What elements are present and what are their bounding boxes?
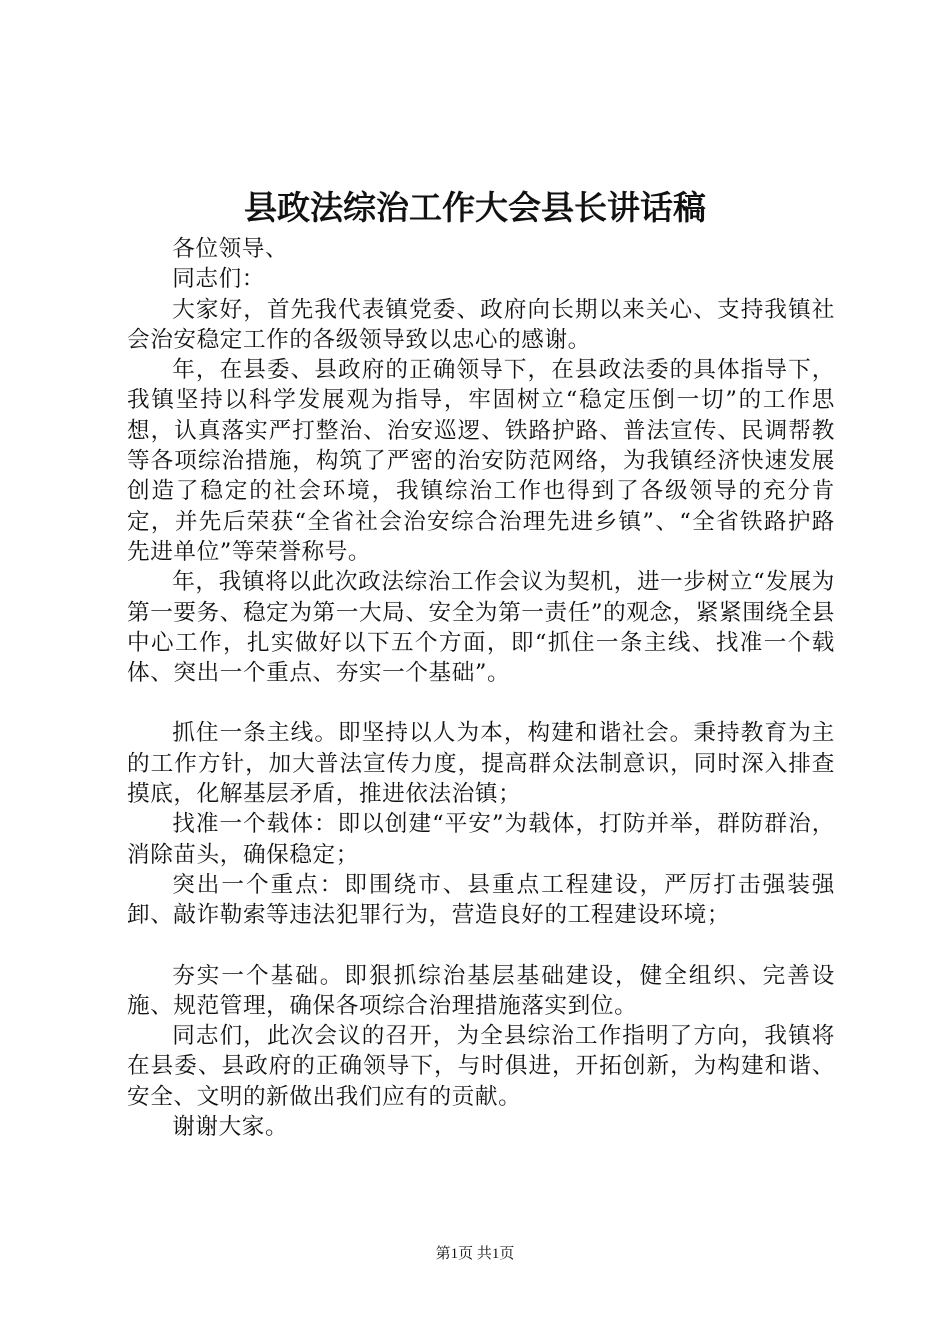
page-footer: 第1页 共1页 [435, 1246, 515, 1262]
paragraph-key-point: 突出一个重点：即围绕市、县重点工程建设，严厉打击强装强卸、敲诈勒索等违法犯罪行为，营造良好的工程建设环境； [127, 871, 835, 929]
paragraph-closing: 同志们，此次会议的召开，为全县综治工作指明了方向，我镇将在县委、县政府的正确领导下，与时俱进，开拓创新，为构建和谐、安全、文明的新做出我们应有的贡献。 [127, 1023, 835, 1110]
paragraph-thank-you: 谢谢大家。 [172, 1114, 289, 1141]
paragraph-main-line: 抓住一条主线。即坚持以人为本，构建和谐社会。秉持教育为主的工作方针，加大普法宣传力度，提高群众法制意识，同时深入排查摸底，化解基层矛盾，推进依法治镇； [127, 720, 835, 808]
salutation-leaders: 各位领导、 [172, 236, 289, 262]
paragraph-thanks: 大家好，首先我代表镇党委、政府向长期以来关心、支持我镇社会治安稳定工作的各级领导致以忠心的感谢。 [127, 296, 835, 353]
paragraph-plan: 年，我镇将以此次政法综治工作会议为契机，进一步树立“发展为第一要务、稳定为第一大局、安全为第一责任”的观念，紧紧围绕全县中心工作，扎实做好以下五个方面，即“抓住一条主线、找准一个载体、突出一个重点、夯实一个基础”。 [127, 569, 835, 687]
paragraph-achievements: 年，在县委、县政府的正确领导下，在县政法委的具体指导下，我镇坚持以科学发展观为指导，牢固树立“稳定压倒一切”的工作思想，认真落实严打整治、治安巡逻、铁路护路、普法宣传、民调帮教等各项综治措施，构筑了严密的治安防范网络，为我镇经济快速发展创造了稳定的社会环境，我镇综治工作也得到了各级领导的充分肯定，并先后荣获“全省社会治安综合治理先进乡镇”、“全省铁路护路先进单位”等荣誉称号。 [127, 357, 835, 565]
document-title: 县政法综治工作大会县长讲话稿 [244, 188, 706, 227]
paragraph-carrier: 找准一个载体：即以创建“平安”为载体，打防并举，群防群治，消除苗头，确保稳定； [127, 811, 835, 868]
salutation-comrades: 同志们： [172, 266, 265, 293]
document-body [127, 234, 835, 1142]
paragraph-foundation: 夯实一个基础。即狠抓综治基层基础建设，健全组织、完善设施、规范管理，确保各项综合治理措施落实到位。 [127, 962, 835, 1019]
